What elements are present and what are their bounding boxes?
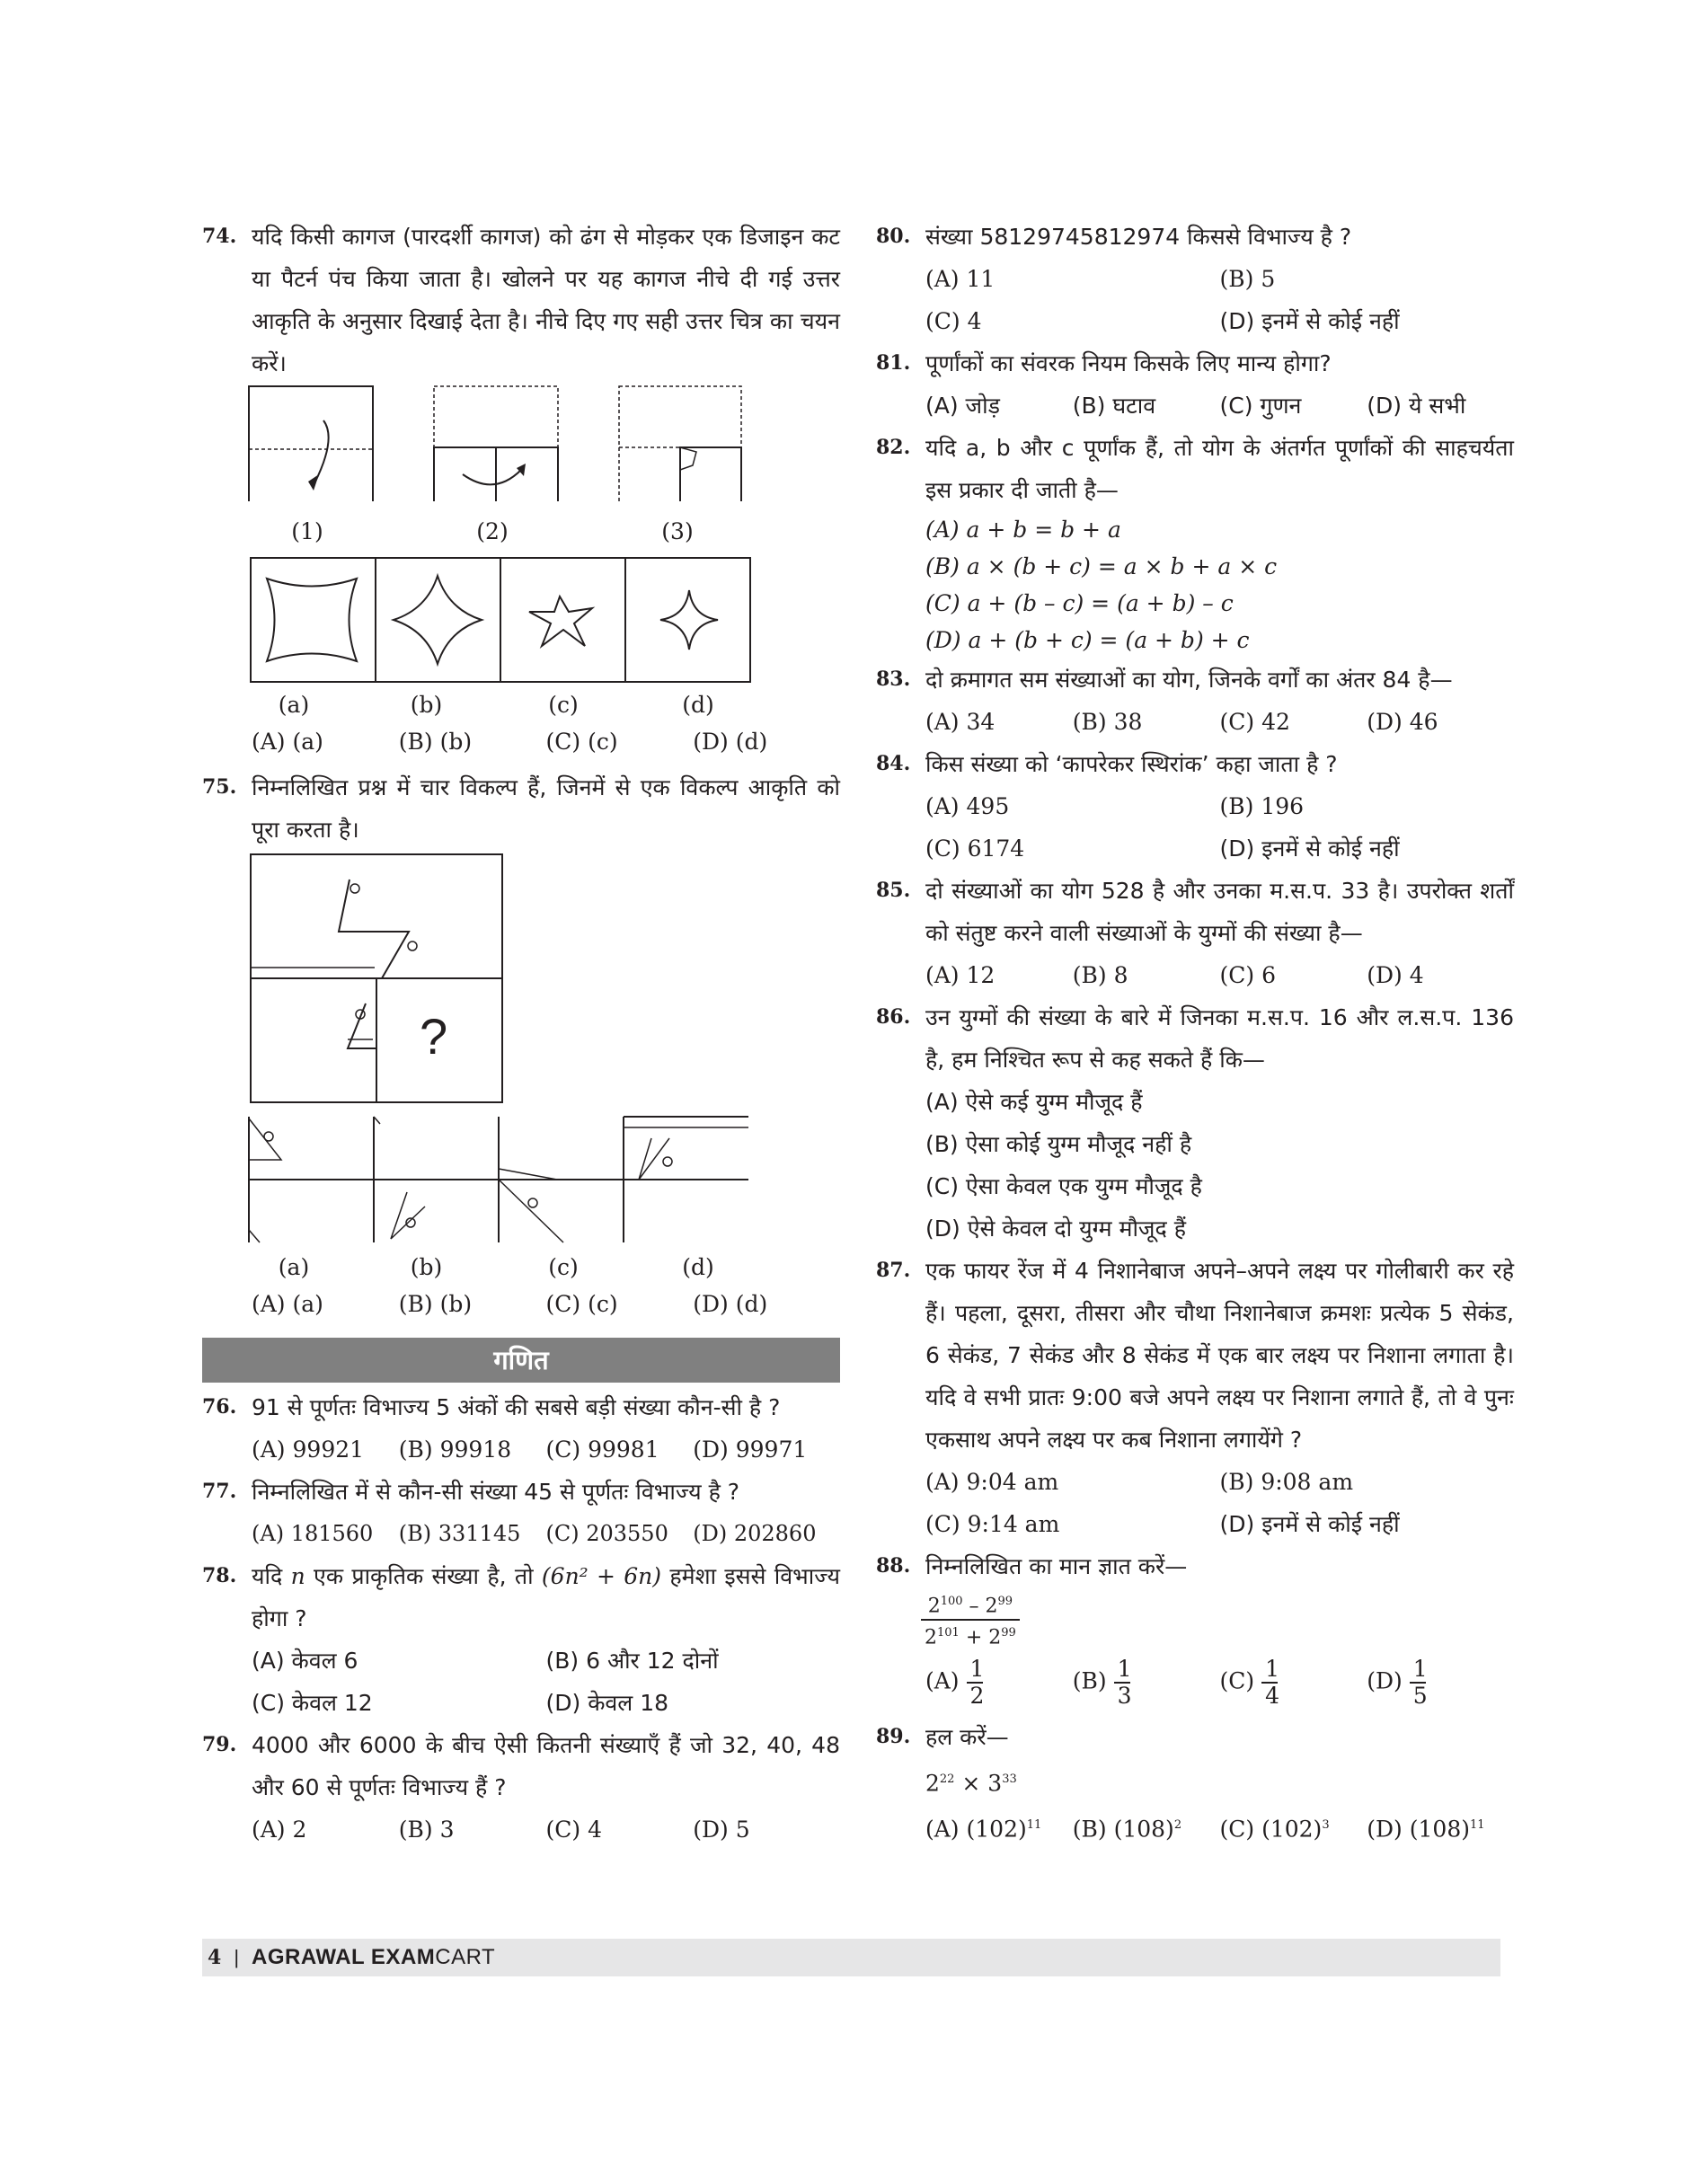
question-87 <box>876 1250 1514 1461</box>
question-82 <box>876 427 1514 511</box>
figure-label: (a) <box>278 692 310 718</box>
question-83 <box>876 659 1514 701</box>
expression-88 <box>876 1589 1514 1651</box>
question-number: 86. <box>876 1005 911 1029</box>
option-d[interactable]: (D) (d) <box>693 729 768 755</box>
option-c[interactable]: (C) 9:14 am <box>925 1511 1060 1537</box>
question-text: एक फायर रेंज में 4 निशानेबाज अपने–अपने लक्ष्य पर गोलीबारी कर रहे हैं। पहला, दूसरा, तीसरा और चौथा निशानेबाज क्रमशः प्रत्येक 5 सेकंड, 6 सेकंड, 7 सेकंड और 8 सेकंड में एक बार लक्ष्य पर निशाना लगाता है। यदि वे सभी प्रातः 9:00 बजे अपने लक्ष्य पर निशाना लगाते हैं, तो वे पुनः एकसाथ अपने लक्ष्य पर कब निशाना लगायेंगे ? <box>925 1258 1514 1453</box>
options-76 <box>202 1428 840 1471</box>
options-85 <box>876 954 1514 996</box>
right-column <box>876 216 1514 1850</box>
option-a[interactable]: (A) 181560 <box>252 1521 374 1546</box>
option-c[interactable]: (C) $\frac{1}{4}$ <box>1219 1655 1279 1709</box>
question-text: पूर्णांकों का संवरक नियम किसके लिए मान्य होगा? <box>925 350 1332 376</box>
question-text: यदि किसी कागज (पारदर्शी कागज) को ढंग से मोड़कर एक डिजाइन कट या पैटर्न पंच किया जाता है। खोलने पर यह कागज नीचे दी गई उत्तर आकृति के अनुसार दिखाई देता है। नीचे दिए गए सही उत्तर चित्र का चयन करें। <box>252 224 840 376</box>
option-c[interactable]: (C) 4 <box>545 1817 602 1843</box>
brand-name-bold: AGRAWAL EXAM <box>252 1945 436 1969</box>
expression-89: $2^{22} \times 3^{33}$ <box>925 1769 1017 1796</box>
option-d[interactable]: (D) 46 <box>1367 709 1438 735</box>
options-86 <box>876 1081 1514 1250</box>
options-75 <box>202 1283 840 1325</box>
question-text: निम्नलिखित का मान ज्ञात करें— <box>925 1553 1188 1579</box>
option-d[interactable]: (D) केवल 18 <box>545 1690 669 1716</box>
question-number: 75. <box>202 775 237 799</box>
question-text: निम्नलिखित में से कौन-सी संख्या 45 से पूर्णतः विभाज्य है ? <box>252 1479 740 1505</box>
option-c[interactable]: (C) 6 <box>1219 962 1276 988</box>
option-b[interactable]: (B) घटाव <box>1072 393 1156 419</box>
question-number: 78. <box>202 1564 237 1587</box>
option-a[interactable]: (A) 99921 <box>252 1437 365 1463</box>
option-a[interactable]: (A) ऐसे कई युग्म मौजूद हैं <box>925 1089 1143 1115</box>
option-d[interactable]: (D) 4 <box>1367 962 1424 988</box>
question-number: 87. <box>876 1259 911 1282</box>
question-88 <box>876 1545 1514 1587</box>
option-a[interactable]: (A) 11 <box>925 266 996 292</box>
section-header-maths: गणित <box>202 1338 840 1383</box>
question-81 <box>876 342 1514 385</box>
question-number: 84. <box>876 752 911 775</box>
question-number: 83. <box>876 667 911 691</box>
option-a[interactable]: (A) (a) <box>252 1291 323 1317</box>
options-81 <box>876 385 1514 427</box>
option-b[interactable]: (B) 5 <box>1219 266 1276 292</box>
question-text: हल करें— <box>925 1723 1009 1750</box>
figure-label: (d) <box>682 1254 714 1280</box>
option-a[interactable]: (A) (a) <box>252 729 323 755</box>
question-number: 85. <box>876 879 911 902</box>
option-b[interactable]: (B) $\frac{1}{3}$ <box>1072 1655 1132 1709</box>
option-b[interactable]: (B) $(108)^2$ <box>1072 1816 1182 1843</box>
question-text: यदि n एक प्राकृतिक संख्या है, तो (6n² + 6n) हमेशा इससे विभाज्य होगा ? <box>252 1563 841 1631</box>
question-number: 80. <box>876 225 911 248</box>
option-a[interactable]: (A) 495 <box>925 793 1010 819</box>
question-text: निम्नलिखित प्रश्न में चार विकल्प हैं, जिनमें से एक विकल्प आकृति को पूरा करता है। <box>252 774 840 843</box>
question-text: 91 से पूर्णतः विभाज्य 5 अंकों की सबसे बड़ी संख्या कौन-सी है ? <box>252 1394 781 1420</box>
options-89 <box>876 1804 1514 1850</box>
option-c[interactable]: (C) 99981 <box>545 1437 659 1463</box>
question-number: 81. <box>876 351 911 375</box>
option-a[interactable]: (A) जोड़ <box>925 393 1000 419</box>
option-a[interactable]: (A) 9:04 am <box>925 1469 1059 1495</box>
option-b[interactable]: (B) 8 <box>1072 962 1128 988</box>
question-86 <box>876 996 1514 1081</box>
question-number: 82. <box>876 436 911 459</box>
option-b[interactable]: (B) 38 <box>1072 709 1143 735</box>
matrix-figure-75 <box>249 853 840 1104</box>
figure-labels-74 <box>249 684 840 726</box>
options-77 <box>202 1513 840 1555</box>
options-80 <box>876 258 1514 342</box>
options-83 <box>876 701 1514 743</box>
option-c[interactable]: (C) 6174 <box>925 835 1025 862</box>
question-text: 4000 और 6000 के बीच ऐसी कितनी संख्याएँ हैं जो 32, 40, 48 और 60 से पूर्णतः विभाज्य हैं ? <box>252 1732 840 1800</box>
question-text: दो क्रमागत सम संख्याओं का योग, जिनके वर्गों का अंतर 84 है— <box>925 667 1453 693</box>
expression: (6n² + 6n) <box>541 1563 662 1589</box>
question-number: 89. <box>876 1724 911 1748</box>
question-number: 79. <box>202 1733 237 1756</box>
option-c[interactable]: (C) $(102)^3$ <box>1219 1816 1330 1843</box>
option-d[interactable]: (D) इनमें से कोई नहीं <box>1219 308 1400 334</box>
option-d[interactable]: (D) इनमें से कोई नहीं <box>1219 835 1400 862</box>
option-b[interactable]: (B) ऐसा कोई युग्म मौजूद नहीं है <box>925 1131 1192 1157</box>
figure-labels-75 <box>249 1246 840 1288</box>
option-d[interactable]: (D) a + (b + c) = (a + b) + c <box>925 627 1250 653</box>
figure-label: (b) <box>410 1254 443 1280</box>
option-c[interactable]: (C) ऐसा केवल एक युग्म मौजूद है <box>925 1173 1202 1199</box>
question-74 <box>202 216 840 385</box>
option-d[interactable]: (D) $(108)^{11}$ <box>1367 1816 1485 1843</box>
option-c[interactable]: (C) केवल 12 <box>252 1690 373 1716</box>
answer-figures-svg <box>249 556 752 684</box>
question-78 <box>202 1555 840 1640</box>
option-d[interactable]: (D) 99971 <box>693 1437 808 1463</box>
question-number: 76. <box>202 1395 237 1419</box>
options-78 <box>202 1640 840 1724</box>
options-82 <box>876 511 1514 659</box>
option-c[interactable]: (C) (c) <box>545 729 618 755</box>
step-label: (1) <box>291 518 323 544</box>
option-c[interactable]: (C) 4 <box>925 308 982 334</box>
option-a[interactable]: (A) a + b = b + a <box>925 517 1121 543</box>
question-number: 88. <box>876 1554 911 1578</box>
question-80 <box>876 216 1514 258</box>
question-76 <box>202 1386 840 1428</box>
answer-figures-75-svg <box>247 1115 750 1246</box>
footer-separator: | <box>234 1946 240 1968</box>
option-c[interactable]: (C) गुणन <box>1219 393 1302 419</box>
fraction-expression: $\frac{2^{100} - 2^{99}}{2^{101} + 2^{99}}$ <box>921 1589 1020 1651</box>
options-84 <box>876 785 1514 870</box>
question-text: उन युग्मों की संख्या के बारे में जिनका म.स.प. 16 और ल.स.प. 136 है, हम निश्चित रूप से कह सकते हैं कि— <box>925 1004 1514 1073</box>
option-d[interactable]: (D) (d) <box>693 1291 768 1317</box>
option-b[interactable]: (B) (b) <box>398 1291 473 1317</box>
option-b[interactable]: (B) 99918 <box>398 1437 512 1463</box>
option-b[interactable]: (B) 6 और 12 दोनों <box>545 1648 719 1674</box>
option-c[interactable]: (C) a + (b – c) = (a + b) – c <box>925 590 1234 616</box>
fold-steps-svg <box>247 385 786 501</box>
option-d[interactable]: (D) इनमें से कोई नहीं <box>1219 1511 1400 1537</box>
option-b[interactable]: (B) (b) <box>398 729 473 755</box>
figure-label: (d) <box>682 692 714 718</box>
question-89 <box>876 1716 1514 1758</box>
option-d[interactable]: (D) 202860 <box>693 1521 817 1546</box>
question-84 <box>876 743 1514 785</box>
question-text: संख्या 58129745812974 किससे विभाज्य है ? <box>925 224 1352 250</box>
figure-label: (c) <box>548 1254 579 1280</box>
left-column <box>202 216 840 1851</box>
option-b[interactable]: (B) 9:08 am <box>1219 1469 1354 1495</box>
question-text: दो संख्याओं का योग 528 है और उनका म.स.प. 33 है। उपरोक्त शर्तों को संतुष्ट करने वाली संख्याओं के युग्मों की संख्या है— <box>925 878 1514 946</box>
option-d[interactable]: (D) $\frac{1}{5}$ <box>1367 1655 1428 1709</box>
figure-label: (a) <box>278 1254 310 1280</box>
option-b[interactable]: (B) 196 <box>1219 793 1305 819</box>
question-mark: ? <box>420 1008 448 1065</box>
options-74 <box>202 720 840 763</box>
option-a[interactable]: (A) 34 <box>925 709 996 735</box>
options-87 <box>876 1461 1514 1545</box>
option-a[interactable]: (A) 12 <box>925 962 996 988</box>
option-d[interactable]: (D) ये सभी <box>1367 393 1466 419</box>
option-d[interactable]: (D) ऐसे केवल दो युग्म मौजूद हैं <box>925 1216 1186 1242</box>
option-c[interactable]: (C) 203550 <box>545 1521 668 1546</box>
question-number: 74. <box>202 225 237 248</box>
figure-label: (c) <box>548 692 579 718</box>
option-b[interactable]: (B) 331145 <box>398 1521 521 1546</box>
page-number: 4 <box>208 1946 222 1969</box>
question-79 <box>202 1724 840 1808</box>
fold-step-labels <box>247 510 840 553</box>
answer-figures-74 <box>249 556 840 684</box>
option-b[interactable]: (B) a × (b + c) = a × b + a × c <box>925 553 1278 579</box>
option-d[interactable]: (D) 5 <box>693 1817 750 1843</box>
option-a[interactable]: (A) $\frac{1}{2}$ <box>925 1655 985 1709</box>
page-footer <box>202 1939 1500 1976</box>
brand-name-regular: CART <box>435 1945 496 1969</box>
figure-label: (b) <box>410 692 443 718</box>
option-c[interactable]: (C) 42 <box>1219 709 1290 735</box>
question-text: किस संख्या को ‘कापरेकर स्थिरांक’ कहा जाता है ? <box>925 751 1338 777</box>
options-88 <box>876 1657 1514 1709</box>
question-number: 77. <box>202 1480 237 1503</box>
options-79 <box>202 1808 840 1851</box>
answer-figures-75 <box>247 1115 840 1246</box>
option-a[interactable]: (A) $(102)^{11}$ <box>925 1816 1042 1843</box>
option-a[interactable]: (A) 2 <box>252 1817 307 1843</box>
step-label: (2) <box>476 518 509 544</box>
option-a[interactable]: (A) केवल 6 <box>252 1648 358 1674</box>
question-text: यदि a, b और c पूर्णांक हैं, तो योग के अंतर्गत पूर्णांकों की साहचर्यता इस प्रकार दी जाती है— <box>925 435 1514 503</box>
option-c[interactable]: (C) (c) <box>545 1291 618 1317</box>
question-77 <box>202 1471 840 1513</box>
fold-steps-figure <box>247 385 840 501</box>
option-b[interactable]: (B) 3 <box>398 1817 455 1843</box>
step-label: (3) <box>661 518 694 544</box>
question-75 <box>202 766 840 851</box>
question-85 <box>876 870 1514 954</box>
matrix-figure-svg <box>249 853 509 1104</box>
